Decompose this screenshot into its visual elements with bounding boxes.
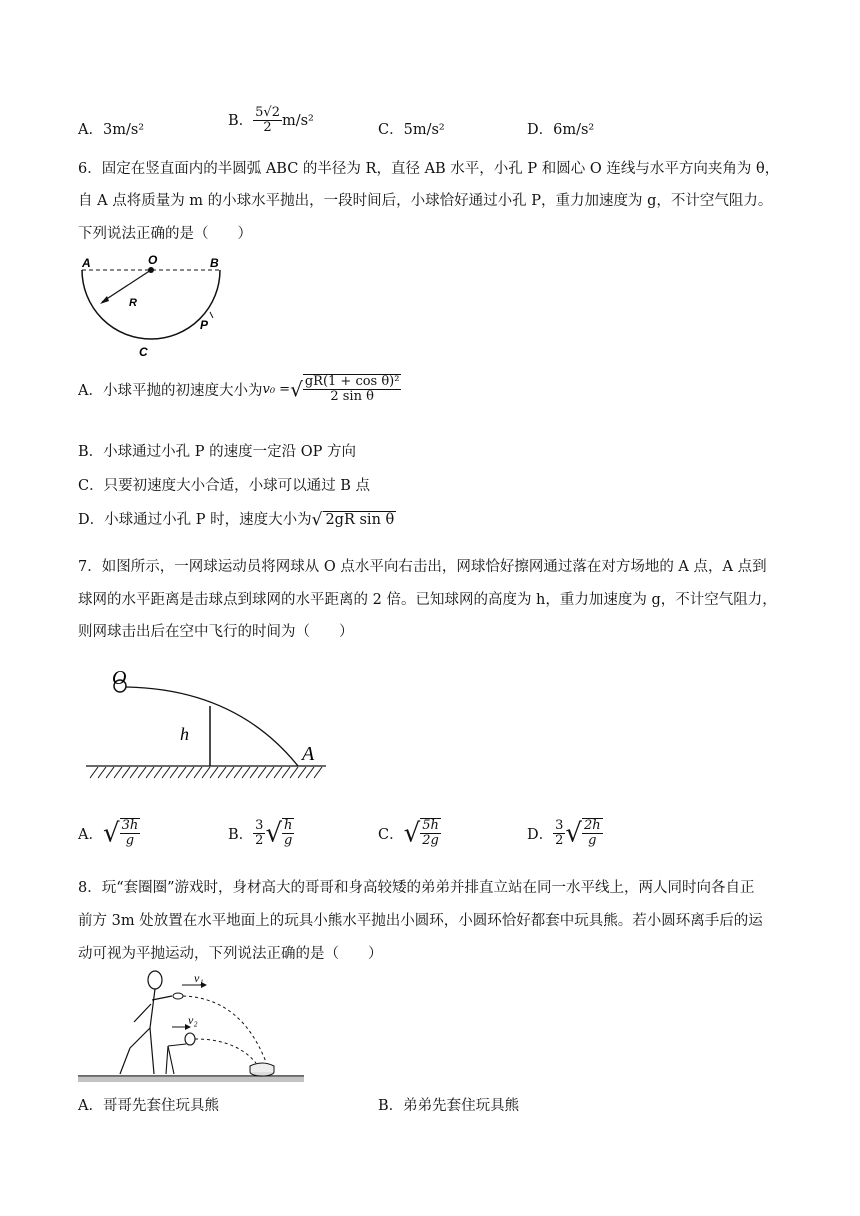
q7-option-b-num: h — [284, 818, 293, 833]
q8-line-1: 8．玩“套圈圈”游戏时，身材高大的哥哥和身高较矮的弟弟并排直立站在同一水平线上，两人同时向各自正 — [78, 880, 755, 896]
q6-option-d: D．小球通过小孔 P 时，速度大小为√ 2gR sin θ — [78, 510, 395, 530]
q6-semicircle-figure — [74, 252, 234, 362]
q7-option-b: B． $\frac{3}{2}$ √ $\frac{h}{g}$ — [228, 817, 293, 849]
q8-fig-label-v2: v₂ — [188, 1013, 198, 1027]
q7-option-a: A．√ $\frac{3h}{g}$ — [78, 818, 139, 849]
q6-fig-label-c: C — [139, 345, 148, 359]
q7-option-d-num: 2h — [584, 818, 601, 833]
q7-option-d-coef-den: 2 — [555, 832, 564, 848]
q8-line-2: 前方 3m 处放置在水平地面上的玩具小熊水平抛出小圆环，小圆环恰好都套中玩具熊。若小圆环离手后的运 — [78, 913, 763, 929]
q6-option-a-den: 2 sin θ — [330, 389, 374, 405]
q5-option-b-num: 5√2 — [255, 105, 280, 120]
q7-option-d: D． $\frac{3}{2}$ √ $\frac{2h}{g}$ — [527, 817, 601, 849]
q6-fig-label-a: A — [82, 256, 91, 270]
q7-option-a-label: A． — [78, 826, 103, 843]
q5-option-b-den: 2 — [263, 120, 272, 136]
q6-fig-label-p: P — [200, 318, 209, 332]
q7-option-b-coef-num: 3 — [255, 817, 264, 833]
q7-option-d-label: D． — [527, 826, 554, 843]
q7-option-a-den: g — [125, 833, 135, 849]
q6-option-a-num: gR(1 + cos θ)² — [304, 374, 400, 389]
q7-option-c-den: 2g — [422, 833, 439, 849]
q7-line-2: 球网的水平距离是击球点到球网的水平距离的 2 倍。已知球网的高度为 h，重力加速度为 g，不计空气阻力， — [78, 592, 777, 608]
q6-option-d-expr: 2gR sin θ — [325, 512, 395, 528]
q6-option-d-text: D．小球通过小孔 P 时，速度大小为 — [78, 512, 312, 528]
q7-option-d-coef-num: 3 — [555, 817, 564, 833]
q6-line-2: 自 A 点将质量为 m 的小球水平抛出，一段时间后，小球恰好通过小孔 P，重力加速度为 g，不计空气阻力。 — [78, 193, 773, 209]
q6-fig-label-r: R — [129, 297, 137, 309]
q6-option-a-text: A．小球平抛的初速度大小为 — [78, 382, 263, 399]
q6-option-c: C．只要初速度大小合适，小球可以通过 B 点 — [78, 478, 370, 494]
q7-option-d-den: g — [588, 833, 597, 849]
q5-option-b — [228, 106, 314, 136]
q7-option-b-den: g — [284, 833, 293, 849]
q7-option-c: C．√ $\frac{5h}{2g}$ — [378, 818, 439, 849]
q7-tennis-figure — [86, 664, 332, 784]
q7-line-1: 7．如图所示，一网球运动员将网球从 O 点水平向右击出，网球恰好擦网通过落在对方场地的 A 点，A 点到 — [78, 559, 767, 575]
q7-fig-label-o: O — [112, 667, 127, 689]
q8-option-b: B．弟弟先套住玩具熊 — [378, 1098, 520, 1114]
q8-ring-toss-figure — [76, 966, 306, 1086]
q6-option-a-lhs: v₀ = — [262, 381, 291, 397]
q8-fig-label-v1: v₁ — [194, 971, 204, 985]
q5-option-b-unit: m/s² — [281, 112, 314, 129]
q6-fig-label-o: O — [148, 253, 158, 267]
q7-option-a-num: 3h — [121, 818, 139, 833]
q7-option-b-label: B． — [228, 826, 254, 843]
q6-option-b: B．小球通过小孔 P 的速度一定沿 OP 方向 — [78, 444, 356, 460]
q6-option-a: A．小球平抛的初速度大小为v₀ =√ $\frac{\text{gR(1 + cos θ)²}}{\text{2 sin θ}}$ — [78, 374, 400, 405]
q7-fig-label-a: A — [302, 743, 315, 765]
q5-option-d: D．6m/s² — [527, 122, 595, 138]
q5-option-b-label: B． — [228, 112, 254, 129]
q6-fig-label-b: B — [210, 256, 219, 270]
q5-option-c: C．5m/s² — [378, 122, 445, 138]
q7-option-c-label: C． — [378, 826, 404, 843]
q7-fig-label-h: h — [180, 724, 189, 744]
q7-line-3: 则网球击出后在空中飞行的时间为（ ） — [78, 624, 354, 640]
q7-option-b-coef-den: 2 — [255, 832, 264, 848]
q6-line-3: 下列说法正确的是（ ） — [78, 226, 252, 242]
q6-line-1: 6．固定在竖直面内的半圆弧 ABC 的半径为 R，直径 AB 水平，小孔 P 和圆心 O 连线与水平方向夹角为 θ， — [78, 161, 780, 177]
q5-option-a: A．3m/s² — [78, 122, 145, 138]
q7-option-c-num: 5h — [422, 818, 439, 833]
q8-option-a: A．哥哥先套住玩具熊 — [78, 1098, 219, 1114]
q8-line-3: 动可视为平抛运动，下列说法正确的是（ ） — [78, 946, 383, 962]
